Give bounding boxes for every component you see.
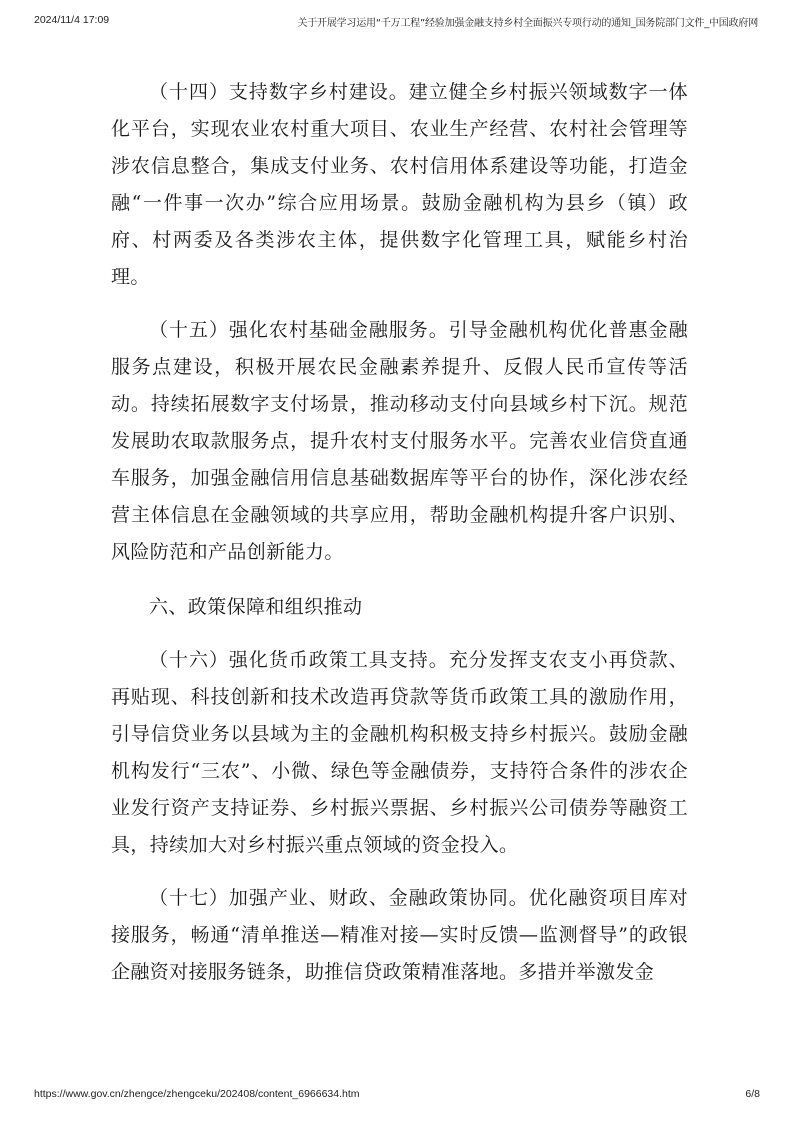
paragraph-15: （十五）强化农村基础金融服务。引导金融机构优化普惠金融服务点建设，积极开展农民金融素养提升、反假人民币宣传等活动。持续拓展数字支付场景，推动移动支付向县域乡村下沉。规范发展助农取款服务点，提升农村支付服务水平。完善农业信贷直通车服务，加强金融信用信息基础数据库等平台的协作，深化涉农经营主体信息在金融领域的共享应用，帮助金融机构提升客户识别、风险防范和产品创新能力。	[111, 319, 688, 563]
paragraph-16: （十六）强化货币政策工具支持。充分发挥支农支小再贷款、再贴现、科技创新和技术改造再贷款等货币政策工具的激励作用，引导信贷业务以县域为主的金融机构积极支持乡村振兴。鼓励金融机构发行“三农”、小微、绿色等金融债券，支持符合条件的涉农企业发行资产支持证券、乡村振兴票据、乡村振兴公司债券等融资工具，持续加大对乡村振兴重点领域的资金投入。	[111, 649, 688, 856]
page-url: https://www.gov.cn/zhengce/zhengceku/202408/content_6966634.htm	[34, 1088, 360, 1100]
print-datetime: 2024/11/4 17:09	[34, 14, 110, 26]
print-header	[34, 14, 760, 30]
print-footer	[34, 1088, 760, 1104]
paragraph-17: （十七）加强产业、财政、金融政策协同。优化融资项目库对接服务，畅通“清单推送—精准对接—实时反馈—监测督导”的政银企融资对接服务链条，助推信贷政策精准落地。多措并举激发金	[111, 887, 688, 983]
page-number: 6/8	[745, 1088, 760, 1100]
document-title: 关于开展学习运用“千万工程”经验加强金融支持乡村全面振兴专项行动的通知_国务院部门文件_中国政府网	[297, 18, 758, 29]
document-body	[111, 74, 688, 991]
section-heading-6: 六、政策保障和组织推动	[149, 596, 363, 618]
paragraph-14: （十四）支持数字乡村建设。建立健全乡村振兴领域数字一体化平台，实现农业农村重大项目、农业生产经营、农村社会管理等涉农信息整合，集成支付业务、农村信用体系建设等功能，打造金融“一件事一次办”综合应用场景。鼓励金融机构为县乡（镇）政府、村两委及各类涉农主体，提供数字化管理工具，赋能乡村治理。	[111, 81, 688, 288]
